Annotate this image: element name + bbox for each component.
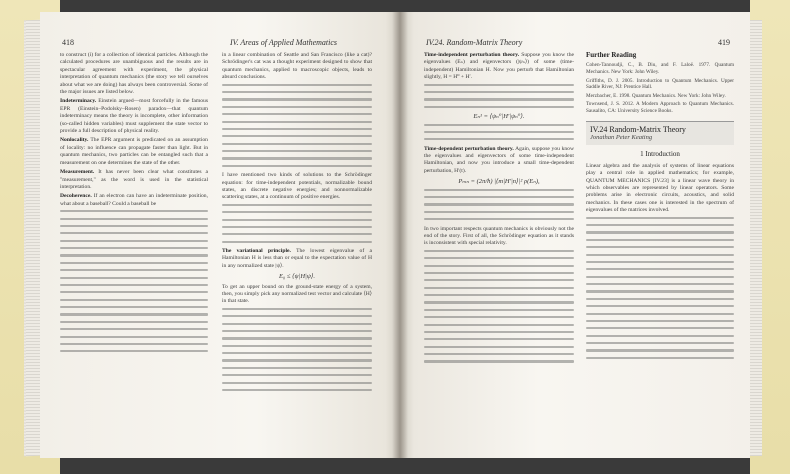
text-lines — [586, 217, 734, 359]
text-lines — [222, 308, 372, 391]
right-column-2 — [586, 52, 734, 447]
term-nonlocality-text: The EPR argument is predicated on an assumption of locality: no influence can propagate faster than light. But in quantum mechanics, two particles can be entangled such that a measurement on one determines the state of the other. — [60, 137, 208, 166]
term-measurement-text: It has never been clear what constitutes a "measurement," as the word is used in the statistical interpretation. — [60, 169, 208, 190]
intro-text: Linear algebra and the analysis of systems of linear equations play a central role in applied mathematics; for example, QUANTUM MECHANICS [IV.23] is a linear wave theory in which observables are represented by linear operators. Some problems arise in electronic circuits, acoustics, and solid mechanics. In these cases one is interested in the spectrum of eigenvalues of the matrices involved. — [586, 162, 734, 214]
right-page — [400, 12, 750, 458]
left-col2-para: I have mentioned two kinds of solutions to the Schrödinger equation: for time-independent potentials, normalizable bound states, an discrete negative energies; and nonnormalizable scattering states, at a continuum of positive energies. — [222, 172, 372, 201]
left-col1-lead: to construct (i) for a collection of identical particles. Although the calculated procedures are unambiguous and the results are in spectacular agreement with experiment, the physical interpretation of quantum mechanics (the story we tell ourselves about what we are doing) has always been controversial. Some of the major issues are listed below. — [60, 52, 208, 96]
term-time-dependent-text: Again, suppose you know the eigenvalues and eigenvectors of some time-independent Hamiltonian, and now you introduce a small time-dependent perturbation, H′(t). — [424, 145, 574, 174]
right-col1-tail: In two important respects quantum mechanics is obviously not the end of the story. First of all, the Schrödinger equation as it stands is inconsistent with special relativity. — [424, 225, 574, 247]
reference-item: Griffiths, D. J. 2005. Introduction to Quantum Mechanics. Upper Saddle River, NJ: Prentice Hall. — [586, 77, 734, 91]
left-col2-tail: To get an upper bound on the ground-state energy of a system, then, you simply pick any normalized test vector and calculate ⟨H⟩ in that state. — [222, 283, 372, 305]
reference-item: Merzbacher, E. 1998. Quantum Mechanics. New York: John Wiley. — [586, 92, 726, 99]
text-lines — [424, 250, 574, 363]
term-decoherence-text: If an electron can have an indeterminate position, what about a baseball? Could a baseball be — [60, 193, 208, 207]
text-lines — [222, 204, 372, 243]
right-column-1 — [424, 52, 574, 447]
text-lines — [424, 84, 574, 108]
section-author: Jonathan Peter Keating — [590, 133, 653, 141]
term-indeterminacy: Indeterminacy. — [60, 98, 97, 105]
reference-item: Cohen-Tannoudji, C., B. Diu, and F. Laloë. 1977. Quantum Mechanics. New York: John Wiley. — [586, 62, 734, 75]
equation: Eₙ¹ = ⟨ψₙ⁰|H′|ψₙ⁰⟩. — [473, 113, 525, 121]
left-col2-variational — [222, 248, 372, 270]
further-reading-heading: Further Reading — [586, 52, 637, 59]
left-col1-term-block — [60, 137, 208, 167]
section-title: IV.24 Random-Matrix Theory — [590, 124, 686, 134]
term-measurement: Measurement. — [60, 169, 95, 176]
right-folio: 419 — [718, 38, 730, 47]
term-time-independent-text: Suppose you know the eigenvalues (Eₙ) and eigenvectors (|ψₙ⟩) of some (time-independent) Hamiltonian H. Now you perturb that Hamiltonian slightly, H = H⁰ + H′. — [424, 52, 574, 81]
equation: E₀ ≤ ⟨ψ|H|ψ⟩. — [278, 273, 316, 281]
text-lines — [60, 210, 208, 358]
text-lines — [222, 84, 372, 167]
left-page — [40, 12, 400, 458]
section-header-box — [586, 121, 734, 146]
left-col1-term-block — [60, 193, 208, 208]
reference-item: Townsend, J. S. 2012. A Modern Approach to Quantum Mechanics. Sausalito, CA: University Science Books. — [586, 101, 734, 114]
left-folio: 418 — [62, 38, 74, 47]
term-nonlocality: Nonlocality. — [60, 137, 89, 144]
left-column-1 — [60, 52, 208, 447]
term-indeterminacy-text: Einstein argued—most forcefully in the famous EPR (Einstein–Podolsky–Rosen) paradox—that quantum indeterminacy means the theory is incomplete, other information (so-called hidden variables) must supplement the state vector to provide a full description of physical reality. — [60, 98, 208, 135]
text-lines — [424, 189, 574, 221]
right-col1-time-indep — [424, 52, 574, 82]
term-time-independent: Time-independent perturbation theory. — [424, 52, 520, 58]
right-running-head: IV.24. Random-Matrix Theory — [426, 38, 523, 47]
text-lines — [424, 124, 574, 141]
subsection-heading: 1 Introduction — [640, 150, 680, 159]
left-col1-term-block — [60, 169, 208, 191]
term-variational: The variational principle. — [222, 248, 291, 254]
term-variational-text: The lowest eigenvalue of a Hamiltonian H is less than or equal to the expectation value of H in any normalized state |ψ⟩. — [222, 248, 372, 269]
left-column-2 — [222, 52, 372, 447]
equation: Pₘₙ = (2π/ħ) |⟨m|H′|n⟩|² ρ(Eₙ), — [458, 178, 540, 186]
left-col2-lead: in a linear combination of Seattle and San Francisco (like a cat)? Schrödinger's cat was a thought experiment designed to show that quantum mechanics, applied to macroscopic objects, leads to absurd conclusions. — [222, 52, 372, 81]
book-gutter-shadow — [392, 12, 408, 458]
left-col1-term-block — [60, 98, 208, 135]
left-running-head: IV. Areas of Applied Mathematics — [230, 38, 338, 47]
term-decoherence: Decoherence. — [60, 193, 92, 200]
right-col1-time-dep — [424, 146, 574, 176]
term-time-dependent: Time-dependent perturbation theory. — [424, 145, 514, 152]
